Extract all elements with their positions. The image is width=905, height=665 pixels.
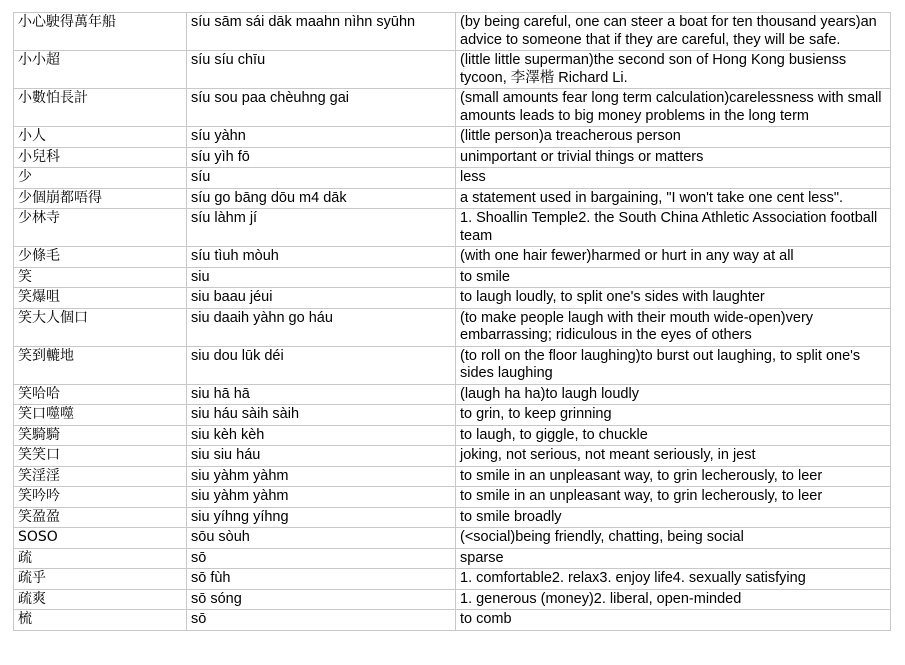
term-cell: 笑口噬噬 <box>14 405 187 426</box>
meaning-cell: sparse <box>456 548 891 569</box>
glossary-table <box>13 12 891 631</box>
meaning-cell: (little person)a treacherous person <box>456 127 891 148</box>
term-cell: 疏 <box>14 548 187 569</box>
table-row <box>14 168 891 189</box>
table-row <box>14 405 891 426</box>
jyutping-cell: siu yíhng yíhng <box>187 507 456 528</box>
meaning-cell: 1. Shoallin Temple2. the South China Athletic Association football team <box>456 209 891 247</box>
meaning-cell: unimportant or trivial things or matters <box>456 147 891 168</box>
jyutping-cell: siu háu sàih sàih <box>187 405 456 426</box>
term-cell: 笑騎騎 <box>14 425 187 446</box>
table-row <box>14 528 891 549</box>
table-row <box>14 288 891 309</box>
term-cell: 小小超 <box>14 51 187 89</box>
meaning-cell: (small amounts fear long term calculation)carelessness with small amounts leads to big money problems in the long term <box>456 89 891 127</box>
table-row <box>14 589 891 610</box>
meaning-cell: a statement used in bargaining, "I won't take one cent less". <box>456 188 891 209</box>
meaning-cell: to comb <box>456 610 891 631</box>
meaning-cell: (to make people laugh with their mouth wide-open)very embarrassing; ridiculous in the eyes of others <box>456 308 891 346</box>
term-cell: 小人 <box>14 127 187 148</box>
jyutping-cell: síu sām sái dāk maahn nìhn syūhn <box>187 13 456 51</box>
table-row <box>14 446 891 467</box>
meaning-cell: (little little superman)the second son of Hong Kong busienss tycoon, 李澤楷 Richard Li. <box>456 51 891 89</box>
jyutping-cell: síu yàhn <box>187 127 456 148</box>
meaning-cell: (by being careful, one can steer a boat for ten thousand years)an advice to someone that if they are careful, they will be safe. <box>456 13 891 51</box>
jyutping-cell: síu yìh fō <box>187 147 456 168</box>
term-cell: 笑淫淫 <box>14 466 187 487</box>
table-row <box>14 487 891 508</box>
jyutping-cell: síu sou paa chèuhng gai <box>187 89 456 127</box>
term-cell: 小數怕長計 <box>14 89 187 127</box>
glossary-sheet <box>13 12 890 631</box>
meaning-cell: 1. generous (money)2. liberal, open-minded <box>456 589 891 610</box>
jyutping-cell: síu làhm jí <box>187 209 456 247</box>
table-row <box>14 308 891 346</box>
jyutping-cell: sō <box>187 548 456 569</box>
term-cell: 笑 <box>14 267 187 288</box>
term-cell: 少 <box>14 168 187 189</box>
jyutping-cell: siu baau jéui <box>187 288 456 309</box>
term-cell: 笑笑口 <box>14 446 187 467</box>
meaning-cell: 1. comfortable2. relax3. enjoy life4. sexually satisfying <box>456 569 891 590</box>
term-cell: 少林寺 <box>14 209 187 247</box>
jyutping-cell: siu siu háu <box>187 446 456 467</box>
table-row <box>14 51 891 89</box>
term-cell: 少個崩都唔得 <box>14 188 187 209</box>
meaning-cell: to laugh loudly, to split one's sides with laughter <box>456 288 891 309</box>
table-row <box>14 466 891 487</box>
table-row <box>14 247 891 268</box>
meaning-cell: (laugh ha ha)to laugh loudly <box>456 384 891 405</box>
meaning-cell: (with one hair fewer)harmed or hurt in any way at all <box>456 247 891 268</box>
jyutping-cell: sō sóng <box>187 589 456 610</box>
table-row <box>14 188 891 209</box>
term-cell: 少條毛 <box>14 247 187 268</box>
table-row <box>14 13 891 51</box>
jyutping-cell: siu daaih yàhn go háu <box>187 308 456 346</box>
jyutping-cell: sō fùh <box>187 569 456 590</box>
jyutping-cell: siu yàhm yàhm <box>187 487 456 508</box>
meaning-cell: to grin, to keep grinning <box>456 405 891 426</box>
table-row <box>14 384 891 405</box>
term-cell: 小心駛得萬年船 <box>14 13 187 51</box>
table-row <box>14 346 891 384</box>
table-row <box>14 147 891 168</box>
jyutping-cell: síu <box>187 168 456 189</box>
jyutping-cell: siu dou lūk déi <box>187 346 456 384</box>
meaning-cell: less <box>456 168 891 189</box>
jyutping-cell: síu síu chīu <box>187 51 456 89</box>
jyutping-cell: síu go bāng dōu m4 dāk <box>187 188 456 209</box>
meaning-cell: (<social)being friendly, chatting, being social <box>456 528 891 549</box>
term-cell: 梳 <box>14 610 187 631</box>
term-cell: SOSO <box>14 528 187 549</box>
jyutping-cell: siu yàhm yàhm <box>187 466 456 487</box>
jyutping-cell: siu kèh kèh <box>187 425 456 446</box>
table-row <box>14 507 891 528</box>
jyutping-cell: siu hā hā <box>187 384 456 405</box>
term-cell: 疏爽 <box>14 589 187 610</box>
jyutping-cell: síu tìuh mòuh <box>187 247 456 268</box>
table-row <box>14 569 891 590</box>
meaning-cell: to smile in an unpleasant way, to grin lecherously, to leer <box>456 466 891 487</box>
term-cell: 小兒科 <box>14 147 187 168</box>
table-row <box>14 127 891 148</box>
jyutping-cell: sōu sòuh <box>187 528 456 549</box>
term-cell: 笑大人個口 <box>14 308 187 346</box>
meaning-cell: to smile in an unpleasant way, to grin lecherously, to leer <box>456 487 891 508</box>
term-cell: 疏乎 <box>14 569 187 590</box>
meaning-cell: to smile broadly <box>456 507 891 528</box>
table-row <box>14 425 891 446</box>
meaning-cell: to smile <box>456 267 891 288</box>
term-cell: 笑吟吟 <box>14 487 187 508</box>
table-row <box>14 548 891 569</box>
term-cell: 笑哈哈 <box>14 384 187 405</box>
term-cell: 笑到轆地 <box>14 346 187 384</box>
term-cell: 笑盈盈 <box>14 507 187 528</box>
meaning-cell: joking, not serious, not meant seriously, in jest <box>456 446 891 467</box>
table-row <box>14 267 891 288</box>
term-cell: 笑爆咀 <box>14 288 187 309</box>
table-row <box>14 89 891 127</box>
meaning-cell: to laugh, to giggle, to chuckle <box>456 425 891 446</box>
meaning-cell: (to roll on the floor laughing)to burst out laughing, to split one's sides laughing <box>456 346 891 384</box>
jyutping-cell: siu <box>187 267 456 288</box>
glossary-rows <box>14 13 891 631</box>
table-row <box>14 209 891 247</box>
jyutping-cell: sō <box>187 610 456 631</box>
table-row <box>14 610 891 631</box>
